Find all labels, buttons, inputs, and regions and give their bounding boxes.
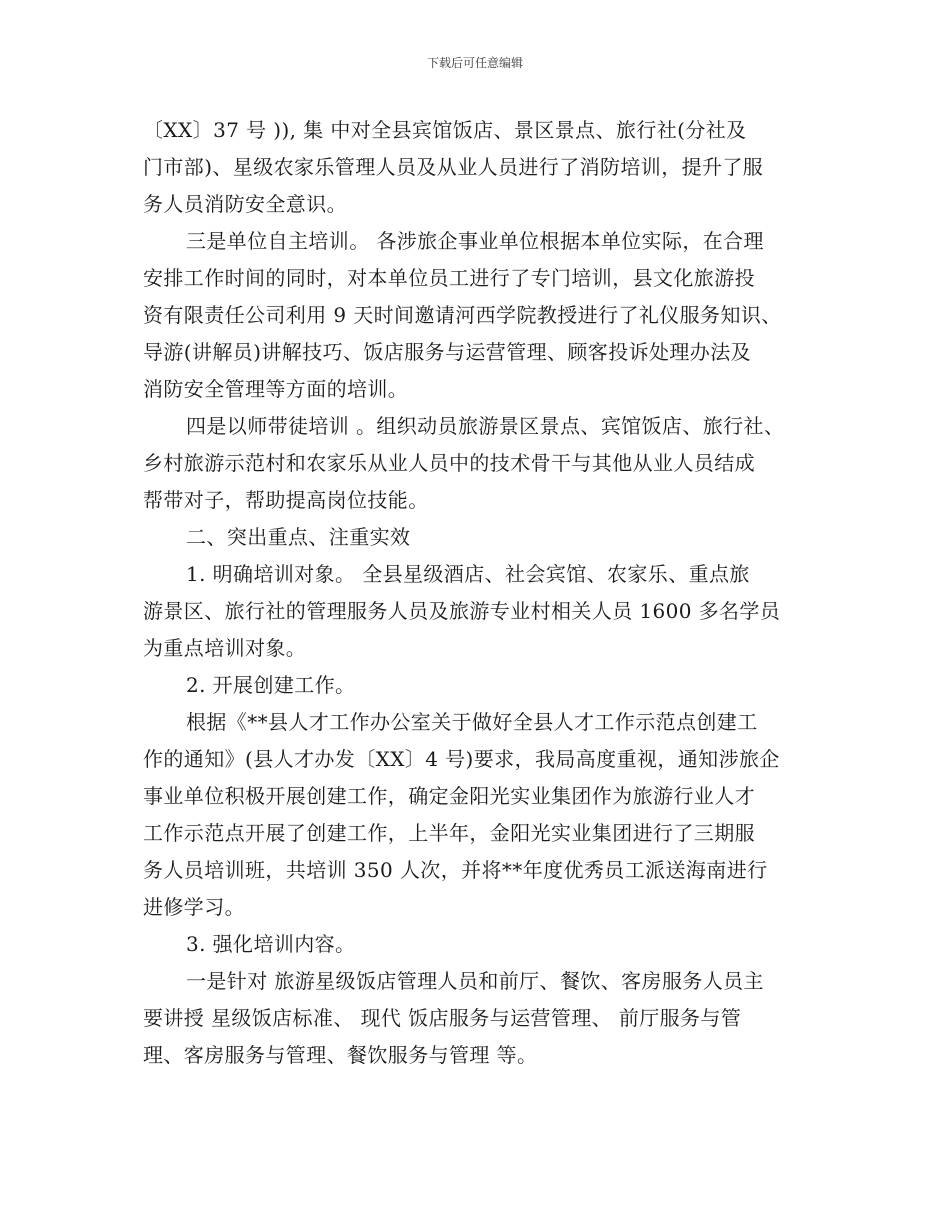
text-line: 工作示范点开展了创建工作，上半年，金阳光实业集团进行了三期服 (143, 821, 755, 845)
page-header: 下载后可任意编辑 (426, 56, 523, 70)
text-line: 消防安全管理等方面的培训。 (143, 377, 409, 401)
paragraph-start-line: 一是针对 旅游星级饭店管理人员和前厅、餐饮、客房服务人员主 (186, 969, 764, 993)
text-line: 导游(讲解员)讲解技巧、饭店服务与运营管理、顾客投诉处理办法及 (143, 340, 752, 364)
text-line: 门市部)、星级农家乐管理人员及从业人员进行了消防培训，提升了服 (143, 155, 764, 179)
text-line: 帮带对子，帮助提高岗位技能。 (143, 488, 429, 512)
section-heading: 二、突出重点、注重实效 (186, 525, 411, 549)
text-line: 资有限责任公司利用 9 天时间邀请河西学院教授进行了礼仪服务知识、 (143, 303, 782, 327)
document-body (143, 112, 823, 1074)
text-line: 进修学习。 (143, 895, 245, 919)
text-line: 务人员消防安全意识。 (143, 192, 347, 216)
text-line: 务人员培训班，共培训 350 人次，并将**年度优秀员工派送海南进行 (143, 858, 768, 882)
text-line: 乡村旅游示范村和农家乐从业人员中的技术骨干与其他从业人员结成 (143, 451, 755, 475)
paragraph-start-line: 四是以师带徒培训 。组织动员旅游景区景点、宾馆饭店、旅行社、 (186, 414, 785, 438)
text-line: 为重点培训对象。 (143, 636, 307, 660)
subsection-heading: 3. 强化培训内容。 (186, 932, 356, 956)
subsection-heading: 2. 开展创建工作。 (186, 673, 356, 697)
text-line: 事业单位积极开展创建工作，确定金阳光实业集团作为旅游行业人才 (143, 784, 755, 808)
text-line: 〔XX〕37 号 )), 集 中对全县宾馆饭店、景区景点、旅行社(分社及 (143, 118, 747, 142)
paragraph-start-line: 根据《**县人才工作办公室关于做好全县人才工作示范点创建工 (186, 710, 758, 734)
paragraph-start-line: 1. 明确培训对象。 全县星级酒店、社会宾馆、农家乐、重点旅 (186, 562, 750, 586)
text-line: 作的通知》(县人才办发〔XX〕4 号)要求，我局高度重视，通知涉旅企 (143, 747, 780, 771)
text-line: 安排工作时间的同时，对本单位员工进行了专门培训，县文化旅游投 (143, 266, 755, 290)
paragraph-start-line: 三是单位自主培训。 各涉旅企事业单位根据本单位实际，在合理 (186, 229, 764, 253)
text-line: 理、客房服务与管理、餐饮服务与管理 等。 (143, 1043, 538, 1067)
text-line: 要讲授 星级饭店标准、 现代 饭店服务与运营管理、 前厅服务与管 (143, 1006, 742, 1030)
text-line: 游景区、旅行社的管理服务人员及旅游专业村相关人员 1600 多名学员 (143, 599, 781, 623)
